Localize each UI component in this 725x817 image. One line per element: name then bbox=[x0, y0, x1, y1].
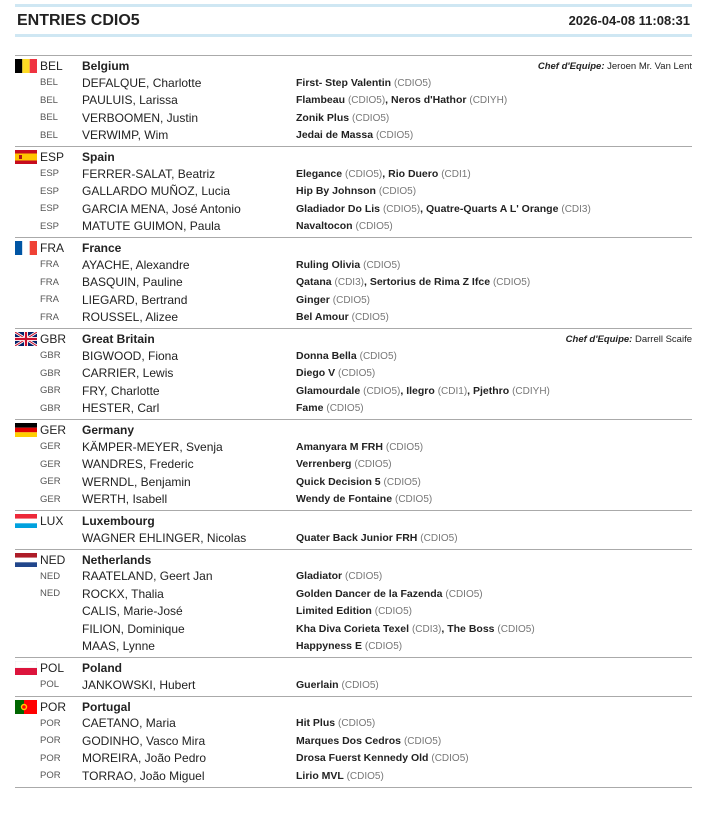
country-code: ESP bbox=[40, 150, 65, 164]
rider-row bbox=[15, 620, 692, 638]
country-header bbox=[15, 149, 692, 165]
horse-name[interactable]: Wendy de Fontaine bbox=[296, 493, 393, 506]
horse-list bbox=[296, 350, 397, 362]
rider-row bbox=[15, 400, 692, 418]
header-bottom-rule bbox=[15, 34, 692, 37]
horse-list: Kha Diva Corieta Texel (CDI3), The Boss (CDIO5) bbox=[296, 622, 535, 635]
horse-name[interactable]: First- Step Valentin bbox=[296, 76, 392, 89]
horse-name[interactable]: Bel Amour bbox=[296, 311, 349, 324]
country-header bbox=[15, 552, 692, 568]
country-header bbox=[15, 422, 692, 438]
rider-row bbox=[15, 382, 692, 400]
horse-name[interactable]: Limited Edition bbox=[296, 605, 372, 618]
horse-name[interactable]: Drosa Fuerst Kennedy Old bbox=[296, 752, 429, 765]
rider-nation: ESP bbox=[40, 168, 60, 180]
competition-class: (CDIO5) bbox=[420, 532, 458, 544]
rider-nation: POR bbox=[40, 752, 61, 764]
horse-list: Gladiador Do Lis (CDIO5), Quatre-Quarts A L' Orange (CDI3) bbox=[296, 202, 591, 215]
rider-row bbox=[15, 109, 692, 127]
rider-name[interactable]: LIEGARD, Bertrand bbox=[82, 292, 188, 307]
rider-nation: BEL bbox=[40, 112, 58, 124]
horse-name[interactable]: Lirio MVL bbox=[296, 769, 344, 782]
horse-list bbox=[296, 129, 413, 141]
rider-name[interactable]: GARCIA MENA, José Antonio bbox=[82, 201, 241, 216]
country-name: Spain bbox=[82, 150, 115, 164]
horse-name[interactable]: Flambeau bbox=[296, 94, 346, 107]
rider-nation: ESP bbox=[40, 185, 60, 197]
rider-nation: POR bbox=[40, 770, 61, 782]
horse-name[interactable]: Ruling Olivia bbox=[296, 258, 361, 271]
horse-list bbox=[296, 532, 458, 544]
rider-row bbox=[15, 750, 692, 768]
country-header bbox=[15, 240, 692, 256]
country-code: LUX bbox=[40, 514, 64, 528]
rider-nation: GER bbox=[40, 493, 61, 505]
horse-list bbox=[296, 367, 375, 379]
country-name: Portugal bbox=[82, 699, 131, 714]
chef-name: Jeroen Mr. Van Lent bbox=[607, 60, 692, 72]
de-flag bbox=[15, 423, 37, 437]
competition-class: (CDIO5) bbox=[403, 735, 442, 747]
competition-class: (CDIO5) bbox=[383, 476, 421, 488]
country-name: Germany bbox=[82, 423, 135, 437]
competition-class: (CDIO5) bbox=[385, 441, 424, 453]
rider-nation: ESP bbox=[40, 220, 60, 232]
competition-class: (CDIO5) bbox=[338, 368, 376, 380]
rider-row bbox=[15, 568, 692, 586]
competition-class: (CDIYH) bbox=[512, 385, 550, 397]
rider-row bbox=[15, 200, 692, 218]
country-section bbox=[15, 328, 692, 417]
rider-nation: POL bbox=[40, 679, 60, 691]
rider-name[interactable]: CAETANO, Maria bbox=[82, 716, 176, 731]
rider-row bbox=[15, 309, 692, 327]
rider-name[interactable]: WERNDL, Benjamin bbox=[82, 474, 191, 489]
country-section bbox=[15, 549, 692, 656]
rider-name[interactable]: GODINHO, Vasco Mira bbox=[82, 733, 206, 748]
competition-class: (CDIO5) bbox=[341, 679, 379, 691]
rider-nation: BEL bbox=[40, 129, 58, 141]
horse-name[interactable]: Guerlain bbox=[296, 678, 339, 691]
rider-name[interactable]: DEFALQUE, Charlotte bbox=[82, 75, 202, 90]
competition-class: (CDIO5) bbox=[352, 112, 390, 124]
horse-name[interactable]: The Boss bbox=[447, 622, 495, 635]
page-header bbox=[15, 7, 692, 34]
competition-class: (CDIO5) bbox=[354, 459, 392, 471]
nl-flag bbox=[15, 553, 37, 567]
competition-class: (CDI3) bbox=[334, 277, 364, 289]
rider-row bbox=[15, 291, 692, 309]
be-flag bbox=[15, 59, 37, 73]
country-section bbox=[15, 657, 692, 694]
rider-name[interactable]: MATUTE GUIMON, Paula bbox=[82, 219, 221, 234]
horse-list: Flambeau (CDIO5), Neros d'Hathor (CDIYH) bbox=[296, 94, 508, 107]
fr-flag bbox=[15, 241, 37, 255]
rider-name[interactable]: VERWIMP, Wim bbox=[82, 128, 169, 143]
rider-name[interactable]: KÄMPER-MEYER, Svenja bbox=[82, 439, 223, 454]
horse-name[interactable]: Kha Diva Corieta Texel bbox=[296, 622, 410, 635]
horse-name[interactable]: Verrenberg bbox=[296, 458, 352, 471]
competition-class: (CDIYH) bbox=[469, 95, 508, 107]
rider-name[interactable]: GALLARDO MUÑOZ, Lucia bbox=[82, 184, 231, 199]
horse-list bbox=[296, 77, 431, 89]
competition-class: (CDI3) bbox=[411, 623, 442, 635]
horse-name[interactable]: Marques Dos Cedros bbox=[296, 734, 402, 747]
rider-row bbox=[15, 92, 692, 110]
country-name: Poland bbox=[82, 661, 123, 675]
rider-nation: ESP bbox=[40, 203, 60, 215]
competition-class: (CDIO5) bbox=[492, 277, 531, 289]
rider-row bbox=[15, 638, 692, 656]
horse-name[interactable]: Hit Plus bbox=[296, 717, 336, 730]
rider-nation: FRA bbox=[40, 311, 59, 323]
country-section bbox=[15, 510, 692, 547]
competition-class: (CDIO5) bbox=[359, 350, 397, 362]
horse-list bbox=[296, 185, 416, 197]
competition-class: (CDIO5) bbox=[363, 259, 401, 271]
list-end-rule bbox=[15, 787, 692, 790]
country-section bbox=[15, 419, 692, 508]
country-name: France bbox=[82, 241, 122, 255]
horse-list bbox=[296, 311, 389, 323]
rider-row bbox=[15, 165, 692, 183]
pt-flag bbox=[15, 700, 37, 714]
rider-nation: NED bbox=[40, 588, 61, 600]
horse-name[interactable]: Diego V bbox=[296, 367, 336, 380]
rider-name[interactable]: VERBOOMEN, Justin bbox=[82, 110, 199, 125]
rider-name[interactable]: MAAS, Lynne bbox=[82, 639, 155, 654]
chef-d-equipe bbox=[538, 61, 692, 72]
rider-nation: GER bbox=[40, 476, 61, 488]
competition-class: (CDI3) bbox=[561, 203, 591, 215]
rider-nation: GBR bbox=[40, 402, 61, 414]
rider-name[interactable]: TORRAO, João Miguel bbox=[82, 768, 205, 783]
rider-nation: POR bbox=[40, 717, 61, 729]
rider-name[interactable]: FERRER-SALAT, Beatriz bbox=[82, 166, 216, 181]
country-header bbox=[15, 331, 692, 347]
rider-nation: NED bbox=[40, 570, 61, 582]
rider-name[interactable]: FILION, Dominique bbox=[82, 621, 185, 636]
horse-name[interactable]: Neros d'Hathor bbox=[391, 94, 467, 107]
rider-row bbox=[15, 438, 692, 456]
pl-flag bbox=[15, 661, 37, 675]
horse-list bbox=[296, 220, 393, 232]
country-section bbox=[15, 696, 692, 785]
horse-name[interactable]: Donna Bella bbox=[296, 349, 357, 362]
competition-class: (CDIO5) bbox=[375, 130, 414, 142]
country-name: Luxembourg bbox=[82, 514, 155, 528]
rider-name[interactable]: RAATELAND, Geert Jan bbox=[82, 569, 213, 584]
competition-class: (CDIO5) bbox=[395, 494, 433, 506]
country-code: NED bbox=[40, 552, 66, 567]
horse-list bbox=[296, 735, 441, 747]
rider-name[interactable]: ROCKX, Thalia bbox=[82, 586, 164, 601]
horse-list bbox=[296, 570, 382, 582]
country-header bbox=[15, 660, 692, 676]
competition-class: (CDI1) bbox=[437, 385, 468, 397]
rider-nation: FRA bbox=[40, 276, 59, 288]
horse-list: Elegance (CDIO5), Rio Duero (CDI1) bbox=[296, 167, 471, 180]
competition-class: (CDIO5) bbox=[382, 203, 421, 215]
timestamp: 2026-04-08 11:08:31 bbox=[568, 13, 690, 28]
horse-name[interactable]: Glamourdale bbox=[296, 384, 361, 397]
rider-row bbox=[15, 767, 692, 785]
rider-row bbox=[15, 491, 692, 509]
competition-class: (CDIO5) bbox=[351, 312, 389, 324]
rider-name[interactable]: AYACHE, Alexandre bbox=[82, 257, 190, 272]
horse-name[interactable]: Quater Back Junior FRH bbox=[296, 531, 418, 544]
horse-list bbox=[296, 679, 379, 691]
competition-class: (CDIO5) bbox=[394, 77, 432, 89]
horse-list bbox=[296, 588, 483, 600]
es-flag bbox=[15, 150, 37, 164]
rider-name[interactable]: BASQUIN, Pauline bbox=[82, 275, 183, 290]
country-section bbox=[15, 237, 692, 326]
horse-list bbox=[296, 294, 370, 306]
horse-name[interactable]: Navaltocon bbox=[296, 220, 353, 233]
rider-name[interactable]: CALIS, Marie-José bbox=[82, 604, 183, 619]
rider-row bbox=[15, 347, 692, 365]
horse-name[interactable]: Quick Decision 5 bbox=[296, 475, 381, 488]
rider-row bbox=[15, 715, 692, 733]
horse-list bbox=[296, 402, 364, 414]
rider-nation: GBR bbox=[40, 350, 61, 362]
horse-name[interactable]: Fame bbox=[296, 402, 324, 415]
horse-name[interactable]: Golden Dancer de la Fazenda bbox=[296, 587, 443, 600]
competition-class: (CDIO5) bbox=[445, 588, 483, 600]
horse-name[interactable]: Elegance bbox=[296, 167, 343, 180]
horse-list bbox=[296, 640, 402, 652]
country-header bbox=[15, 58, 692, 74]
horse-list bbox=[296, 441, 423, 453]
horse-name[interactable]: Rio Duero bbox=[388, 167, 439, 180]
rider-nation: BEL bbox=[40, 94, 58, 106]
rider-row bbox=[15, 274, 692, 292]
country-code: BEL bbox=[40, 59, 63, 73]
rider-row bbox=[15, 365, 692, 383]
competition-class: (CDIO5) bbox=[374, 606, 412, 618]
rider-name[interactable]: ROUSSEL, Alizee bbox=[82, 310, 179, 325]
competition-class: (CDIO5) bbox=[346, 770, 384, 782]
rider-row bbox=[15, 256, 692, 274]
rider-name[interactable]: CARRIER, Lewis bbox=[82, 366, 174, 381]
competition-class: (CDIO5) bbox=[338, 718, 376, 730]
horse-name[interactable]: Sertorius de Rima Z Ifce bbox=[369, 276, 491, 289]
chef-label: Chef d'Equipe: bbox=[537, 60, 605, 72]
horse-list bbox=[296, 605, 412, 617]
lu-flag bbox=[15, 514, 37, 528]
horse-name[interactable]: Happyness E bbox=[296, 640, 362, 653]
rider-row bbox=[15, 218, 692, 236]
horse-list: Glamourdale (CDIO5), Ilegro (CDI1), Pjethro (CDIYH) bbox=[296, 384, 550, 397]
country-code: POR bbox=[40, 699, 67, 714]
competition-class: (CDIO5) bbox=[326, 403, 364, 415]
rider-nation: GER bbox=[40, 458, 61, 470]
country-name: Netherlands bbox=[82, 552, 152, 567]
country-code: GBR bbox=[40, 332, 67, 346]
horse-list: Qatana (CDI3), Sertorius de Rima Z Ifce (CDIO5) bbox=[296, 276, 531, 289]
rider-nation: FRA bbox=[40, 294, 59, 306]
entries-list bbox=[15, 55, 692, 790]
chef-label: Chef d'Equipe: bbox=[565, 333, 633, 345]
rider-name[interactable]: WANDRES, Frederic bbox=[82, 457, 194, 472]
rider-name[interactable]: HESTER, Carl bbox=[82, 401, 160, 416]
rider-row bbox=[15, 127, 692, 145]
country-code: FRA bbox=[40, 241, 64, 255]
country-header bbox=[15, 513, 692, 529]
competition-class: (CDIO5) bbox=[355, 221, 393, 233]
rider-name[interactable]: WERTH, Isabell bbox=[82, 492, 168, 507]
rider-row bbox=[15, 74, 692, 92]
horse-list bbox=[296, 752, 469, 764]
competition-class: (CDI1) bbox=[441, 168, 471, 180]
horse-list bbox=[296, 259, 400, 271]
horse-name[interactable]: Pjethro bbox=[473, 384, 510, 397]
rider-row bbox=[15, 732, 692, 750]
competition-class: (CDIO5) bbox=[347, 95, 386, 107]
horse-list bbox=[296, 770, 384, 782]
competition-class: (CDIO5) bbox=[431, 753, 469, 765]
page-title: ENTRIES CDIO5 bbox=[17, 11, 140, 29]
rider-name[interactable]: FRY, Charlotte bbox=[82, 383, 160, 398]
competition-class: (CDIO5) bbox=[364, 641, 403, 653]
horse-list bbox=[296, 717, 375, 729]
horse-name[interactable]: Hip By Johnson bbox=[296, 185, 376, 198]
country-name: Belgium bbox=[82, 59, 130, 73]
horse-list bbox=[296, 476, 421, 488]
horse-name[interactable]: Qatana bbox=[296, 276, 332, 289]
country-section bbox=[15, 55, 692, 144]
rider-row bbox=[15, 183, 692, 201]
country-code: GER bbox=[40, 423, 67, 437]
country-section bbox=[15, 146, 692, 235]
rider-row bbox=[15, 603, 692, 621]
rider-nation: POR bbox=[40, 735, 61, 747]
horse-name[interactable]: Gladiador Do Lis bbox=[296, 202, 381, 215]
competition-class: (CDIO5) bbox=[363, 385, 401, 397]
rider-name[interactable]: WAGNER EHLINGER, Nicolas bbox=[82, 530, 247, 545]
rider-nation: BEL bbox=[40, 77, 58, 89]
rider-nation: GER bbox=[40, 441, 61, 453]
rider-nation: GBR bbox=[40, 367, 61, 379]
rider-name[interactable]: JANKOWSKI, Hubert bbox=[82, 677, 196, 692]
horse-name[interactable]: Amanyara M FRH bbox=[296, 440, 383, 453]
horse-name[interactable]: Ginger bbox=[296, 293, 330, 306]
chef-d-equipe bbox=[566, 334, 692, 345]
horse-list bbox=[296, 458, 392, 470]
rider-name[interactable]: BIGWOOD, Fiona bbox=[82, 348, 179, 363]
rider-row bbox=[15, 585, 692, 603]
chef-name: Darrell Scaife bbox=[634, 333, 692, 345]
horse-name[interactable]: Ilegro bbox=[406, 384, 435, 397]
rider-row bbox=[15, 676, 692, 694]
rider-nation: GBR bbox=[40, 385, 61, 397]
horse-name[interactable]: Jedai de Massa bbox=[296, 129, 374, 142]
country-header bbox=[15, 699, 692, 715]
rider-nation: FRA bbox=[40, 259, 59, 271]
rider-row bbox=[15, 473, 692, 491]
country-code: POL bbox=[40, 661, 65, 675]
horse-list bbox=[296, 493, 432, 505]
competition-class: (CDIO5) bbox=[332, 294, 370, 306]
rider-name[interactable]: MOREIRA, João Pedro bbox=[82, 751, 207, 766]
competition-class: (CDIO5) bbox=[345, 571, 383, 583]
rider-row bbox=[15, 529, 692, 547]
rider-name[interactable]: PAULUIS, Larissa bbox=[82, 93, 178, 108]
competition-class: (CDIO5) bbox=[497, 623, 535, 635]
entries-page bbox=[15, 0, 692, 792]
gb-flag bbox=[15, 332, 37, 346]
competition-class: (CDIO5) bbox=[378, 186, 417, 198]
competition-class: (CDIO5) bbox=[345, 168, 383, 180]
horse-list bbox=[296, 112, 389, 124]
horse-name[interactable]: Gladiator bbox=[296, 570, 343, 583]
country-name: Great Britain bbox=[82, 332, 155, 346]
horse-name[interactable]: Quatre-Quarts A L' Orange bbox=[426, 202, 559, 215]
rider-row bbox=[15, 456, 692, 474]
horse-name[interactable]: Zonik Plus bbox=[296, 111, 350, 124]
